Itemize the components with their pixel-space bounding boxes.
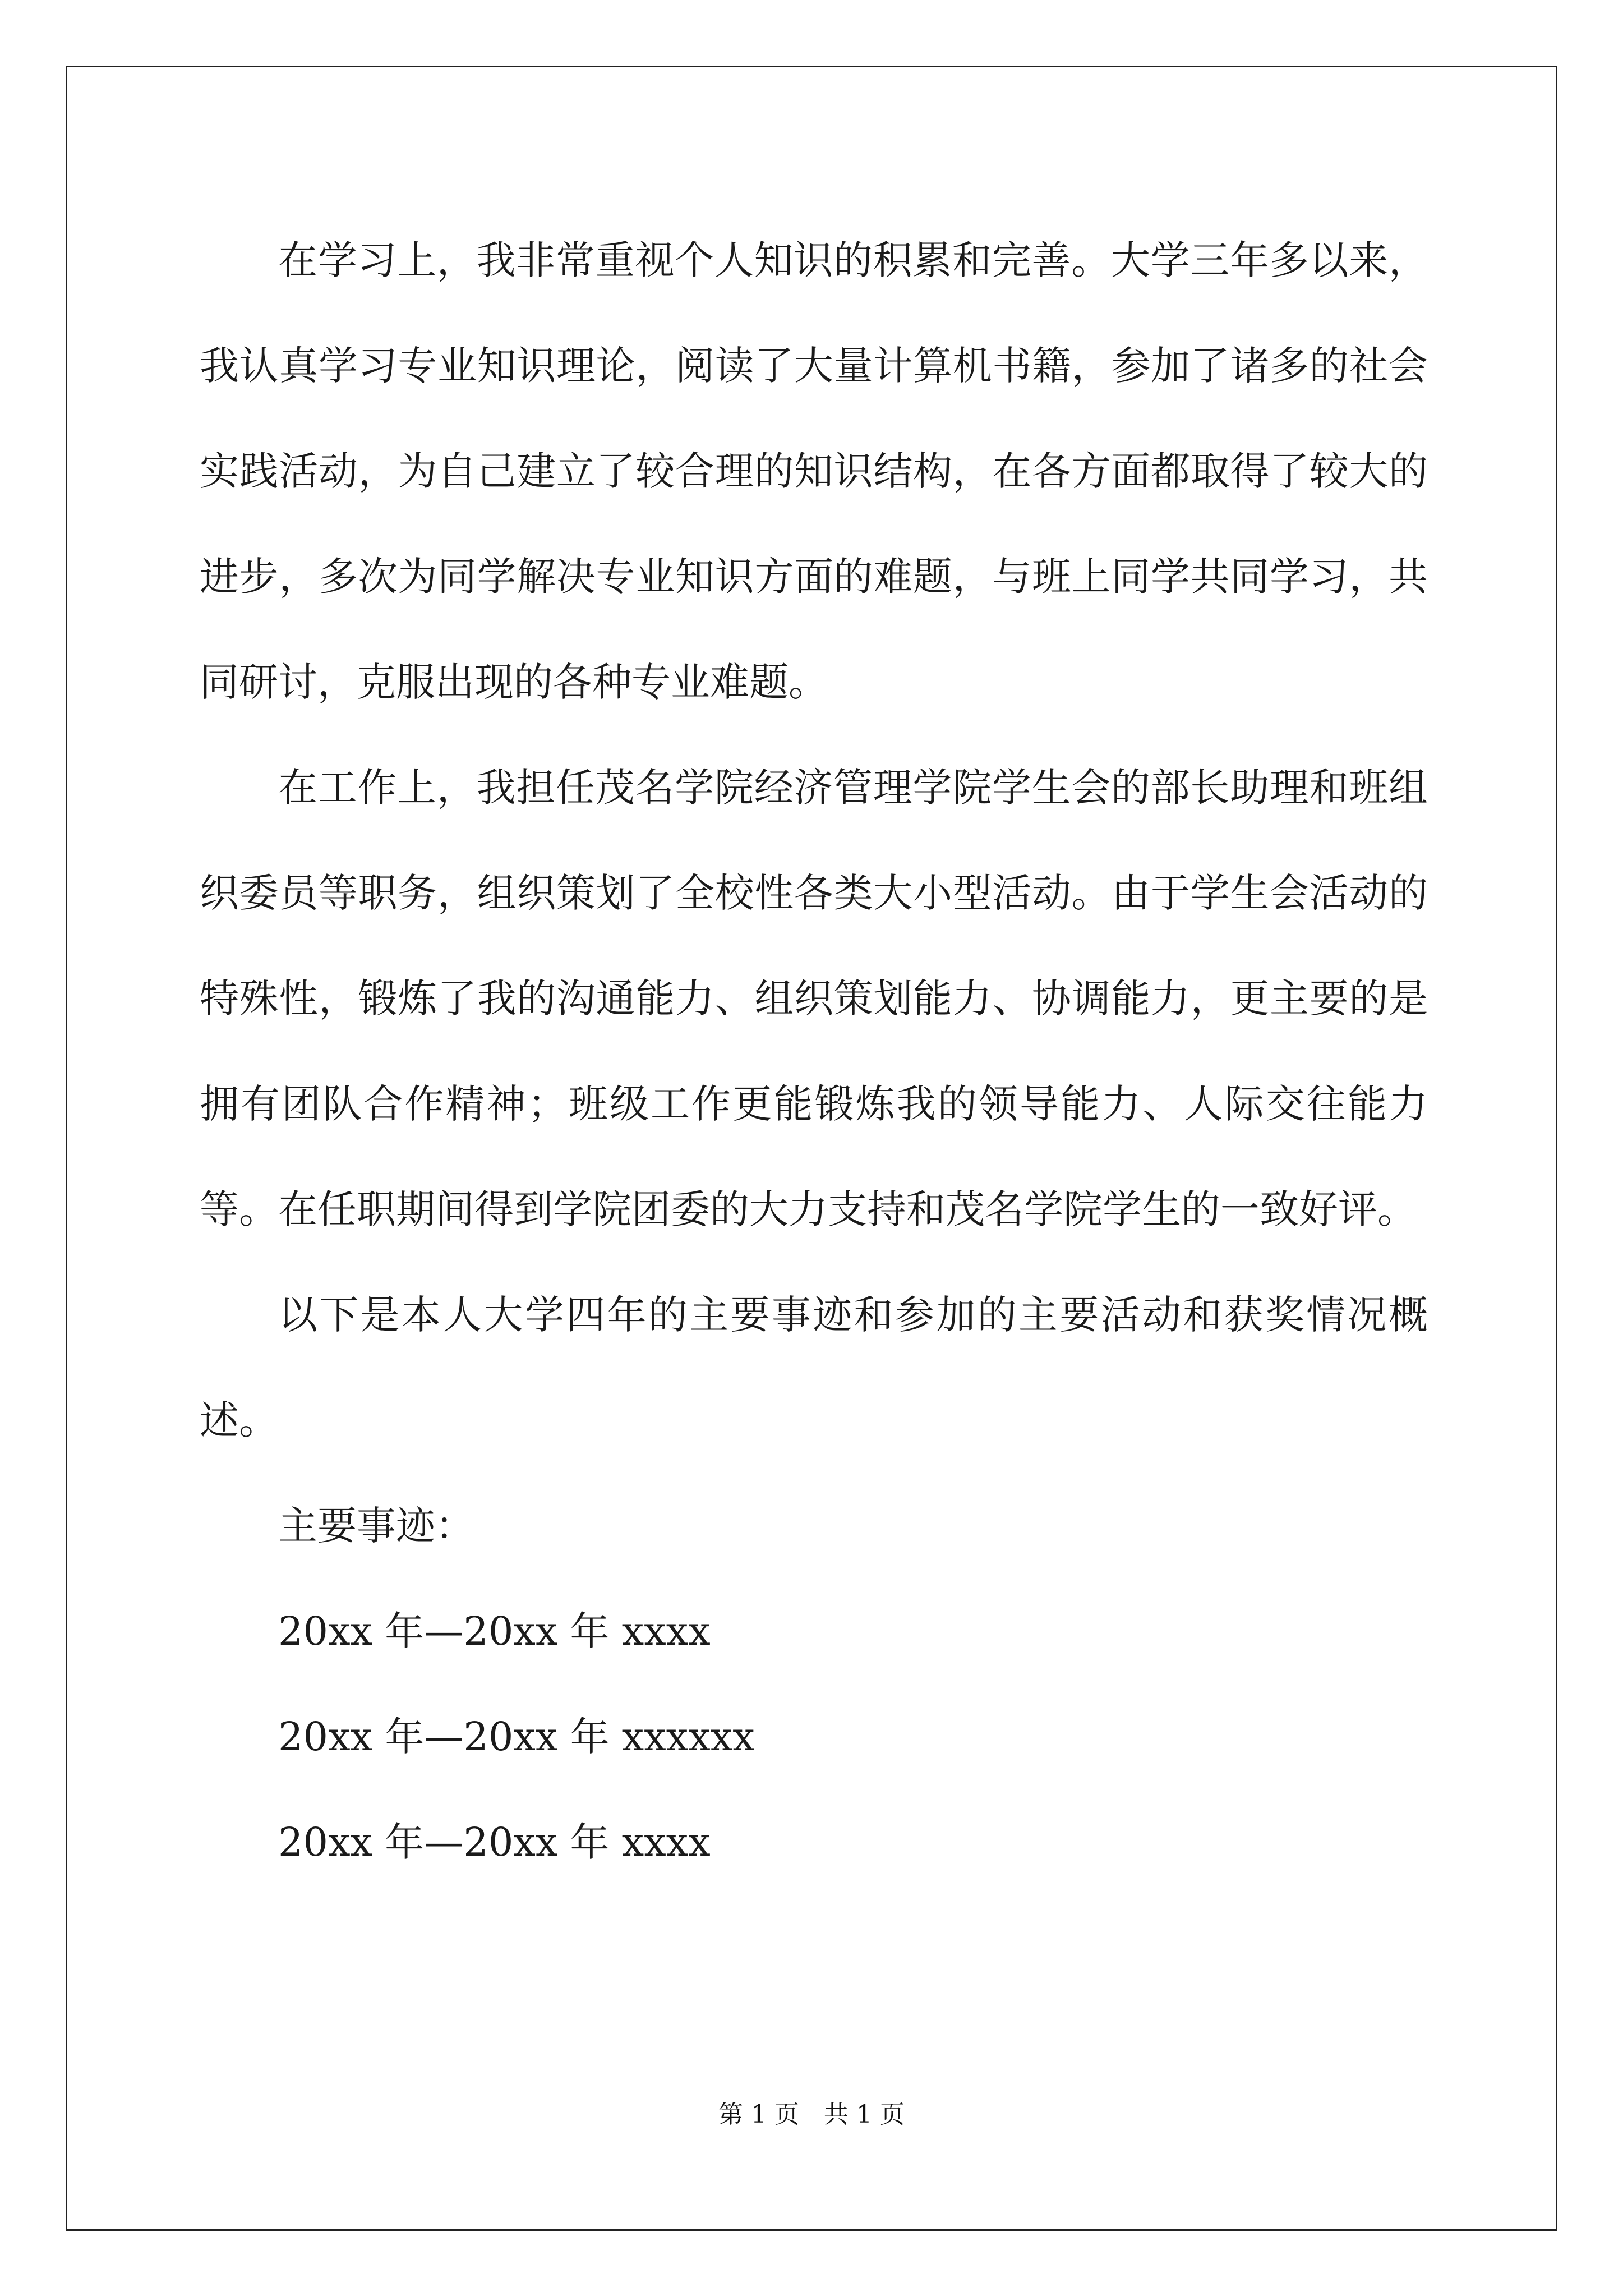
document-body xyxy=(200,208,1428,1895)
section-heading: 主要事迹： xyxy=(278,1503,474,1549)
page-footer: 第 1 页 共 1 页 xyxy=(718,2100,905,2129)
paragraph-work: 在工作上，我担任茂名学院经济管理学院学生会的部长助理和班组织委员等职务，组织策划了全校性各类大小型活动。由于学生会活动的特殊性，锻炼了我的沟通能力、组织策划能力、协调能力，更主要的是拥有团队合作精神；班级工作更能锻炼我的领导能力、人际交往能力等。在任职期间得到学院团委的大力支持和茂名学院学生的一致好评。 xyxy=(200,765,1428,1232)
paragraph-study: 在学习上，我非常重视个人知识的积累和完善。大学三年多以来，我认真学习专业知识理论，阅读了大量计算机书籍，参加了诸多的社会实践活动，为自己建立了较合理的知识结构，在各方面都取得了较大的进步，多次为同学解决专业知识方面的难题，与班上同学共同学习，共同研讨，克服出现的各种专业难题。 xyxy=(200,237,1428,705)
entry-item: 20xx 年—20xx 年 xxxx xyxy=(278,1819,711,1865)
paragraph-summary-intro: 以下是本人大学四年的主要事迹和参加的主要活动和获奖情况概述。 xyxy=(200,1292,1428,1443)
entry-item: 20xx 年—20xx 年 xxxx xyxy=(278,1608,711,1654)
entry-item: 20xx 年—20xx 年 xxxxxx xyxy=(278,1714,755,1760)
